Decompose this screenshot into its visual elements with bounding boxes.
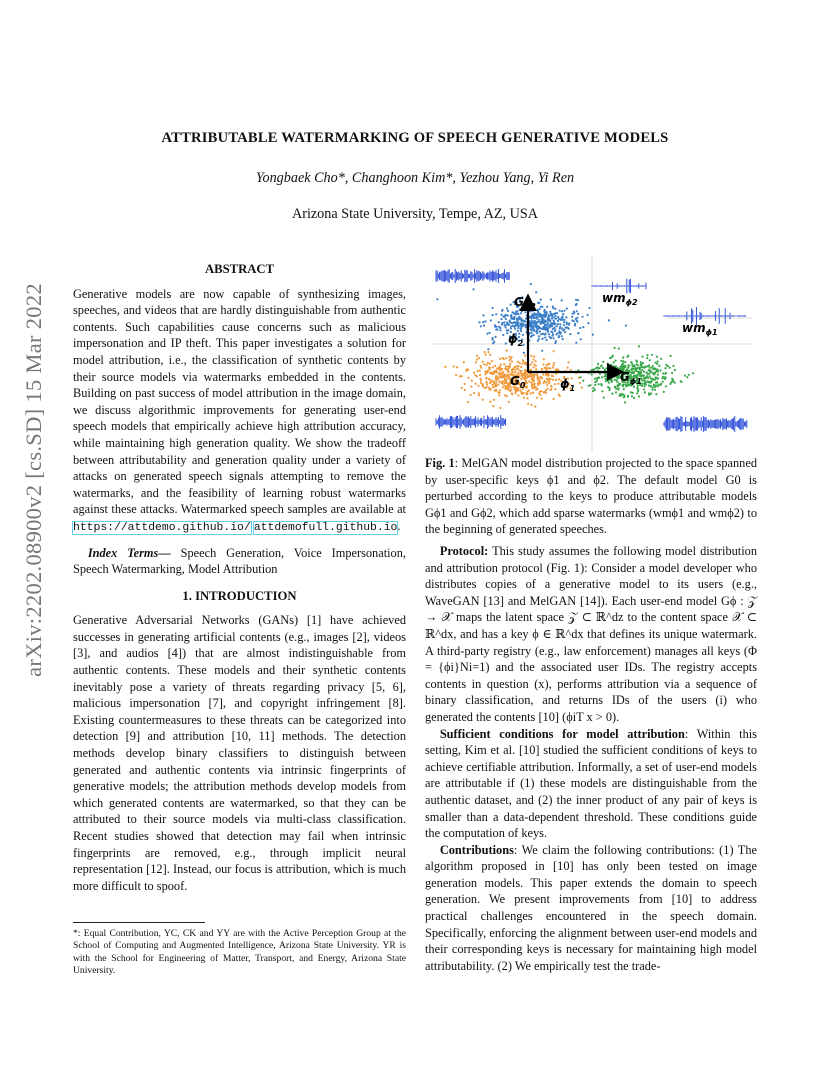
wm-phi2-label: $wm_{\phi 2}$ bbox=[602, 291, 638, 307]
footnote: *: Equal Contribution, YC, CK and YY are with the Active Perception Group at the School of Computing and Augmented Intelligence, Arizona State University. YR is with the School for Engineering of Matter, Transport, and Energy, Arizona State University. bbox=[73, 928, 406, 977]
paper-affiliation: Arizona State University, Tempe, AZ, USA bbox=[291, 206, 539, 222]
green-cluster bbox=[577, 345, 694, 403]
contributions-paragraph: Contributions: We claim the following contributions: (1) The algorithm proposed in [10] has only been tested on image generation models. This paper extends the domain to speech generation. We present improvements from [10] to address practical challenges encountered in the speech domain. Specifically, enforcing the alignment between user-end models and their corresponding keys is necessary for maintaining high model attributability. (2) We empirically test the trade- bbox=[425, 842, 757, 973]
protocol-lead: Protocol: bbox=[439, 544, 489, 558]
waveform-bottom-right bbox=[664, 416, 747, 432]
demo-full-link[interactable]: attdemofull.github.io bbox=[253, 521, 398, 534]
figure-1 bbox=[432, 256, 752, 452]
intro-heading: 1. INTRODUCTION bbox=[182, 588, 297, 603]
index-terms: Index Terms— Speech Generation, Voice Impersonation, Speech Watermarking, Model Attribution bbox=[73, 545, 406, 577]
arxiv-id: arXiv:2202.08900v2 [cs.SD] 15 Mar 2022 bbox=[21, 283, 46, 677]
waveform-top-left bbox=[436, 269, 509, 283]
phi2-label: $\phi_2$ bbox=[508, 332, 524, 348]
phi1-label: $\phi_1$ bbox=[560, 377, 576, 393]
paper-title: ATTRIBUTABLE WATERMARKING OF SPEECH GENERATIVE MODELS bbox=[161, 130, 669, 146]
sufficient-paragraph: Sufficient conditions for model attribution: Within this setting, Kim et al. [10] studied the sufficient conditions of keys to achieve certifiable attribution. Informally, a set of user-end models are attributable if (1) these models are distinguishable from the authentic dataset, and (2) the inner product of any pair of keys is smaller than a data-dependent threshold. These conditions guide the computation of keys. bbox=[425, 726, 757, 841]
figure-1-caption: Fig. 1: MelGAN model distribution projected to the space spanned by user-specific keys ϕ1 and ϕ2. The default model G0 is perturbed according to the keys to produce attributable models Gϕ1 and Gϕ2, which add sparse watermarks (wmϕ1 and wmϕ2) to the beginning of generated speeches. bbox=[425, 456, 757, 537]
abstract-body: Generative models are now capable of synthesizing images, speeches, and videos that are hardly distinguishable from authentic contents. Such capabilities cause concerns such as malicious impersonation and IP theft. This paper investigates a solution for model attribution, i.e., the classification of synthetic contents by their source models via watermarks embedded in the contents. Building on past success of model attribution in the image domain, we discuss algorithmic improvements for generating user-end speech models that empirically achieve high attribution accuracy, while maintaining high generation quality. We show the tradeoff between attributability and generation quality under a variety of attacks on generated speech signals attempting to remove the watermarks, and the feasibility of learning robust watermarks against these attacks. Watermarked speech samples are available at https://attdemo.github.io/ attdemofull.github.io. bbox=[73, 286, 406, 534]
figure-1-caption-label: Fig. 1 bbox=[425, 456, 455, 470]
g0-label: $G_0$ bbox=[510, 374, 526, 390]
arxiv-sidebar bbox=[14, 285, 54, 675]
index-terms-label: Index Terms— bbox=[87, 545, 171, 560]
abstract-heading: ABSTRACT bbox=[204, 262, 275, 276]
blue-cluster bbox=[436, 283, 627, 354]
paper-authors: Yongbaek Cho*, Changhoon Kim*, Yezhou Yang, Yi Ren bbox=[255, 170, 575, 186]
footnote-rule bbox=[73, 922, 205, 923]
contributions-lead: Contributions bbox=[439, 842, 514, 857]
waveform-bottom-left bbox=[436, 415, 506, 429]
figure-1-plot bbox=[432, 256, 752, 452]
sufficient-lead: Sufficient conditions for model attribution bbox=[439, 726, 685, 741]
g-phi1-label: $G_{\phi 1}$ bbox=[620, 370, 642, 386]
intro-body: Generative Adversarial Networks (GANs) [1] have achieved successes in generating artificial contents (e.g., images [2], videos [3], and audios [4]) that are almost indistinguishable from authentic contents. These models and their synthetic contents inevitably pose a variety of threats regarding privacy [5, 6], malicious impersonation [7], and copyright infringement [8]. Existing countermeasures to these threats can be categorized into detection [9] and attribution [10, 11] methods. The detection methods develop binary classifiers to distinguish between generated and authentic contents via intrinsic fingerprints of generative models; the attribution methods develop models from which generated contents are watermarked, so that they can be attributed to their source models via multi-class classification. Recent studies showed that detection may fail when intrinsic fingerprints are removed, e.g., through implicit neural representation [12]. Instead, our focus is attribution, which is much more difficult to spoof. bbox=[73, 613, 406, 893]
g-phi2-label: $G_{\phi 2}$ bbox=[514, 295, 536, 311]
demo-link[interactable]: https://attdemo.github.io/ bbox=[73, 521, 251, 534]
abstract-section bbox=[73, 261, 406, 894]
wm-phi1-label: $wm_{\phi 1}$ bbox=[682, 321, 718, 337]
right-column-body bbox=[425, 543, 757, 974]
protocol-paragraph: Protocol: This study assumes the following model distribution and attribution protocol (Fig. 1): Consider a model developer who distributes copies of a generative model to its users (e.g., WaveGAN [13] and MelGAN [14]). Each user-end model Gϕ : 𝒵 → 𝒳 maps the latent space 𝒵 ⊂ ℝ^dz to the content space 𝒳 ⊂ ℝ^dx, and has a key ϕ ∈ ℝ^dx that defines its unique watermark. A third-party registry (e.g., law enforcement) manages all keys (Φ = {ϕi}Ni=1) and the associated user IDs. The registry accepts contents in question (x), performs attribution via a sequence of binary classification, and returns IDs of the users (i) who generated the contents [10] (ϕiT x > 0). bbox=[425, 544, 757, 724]
